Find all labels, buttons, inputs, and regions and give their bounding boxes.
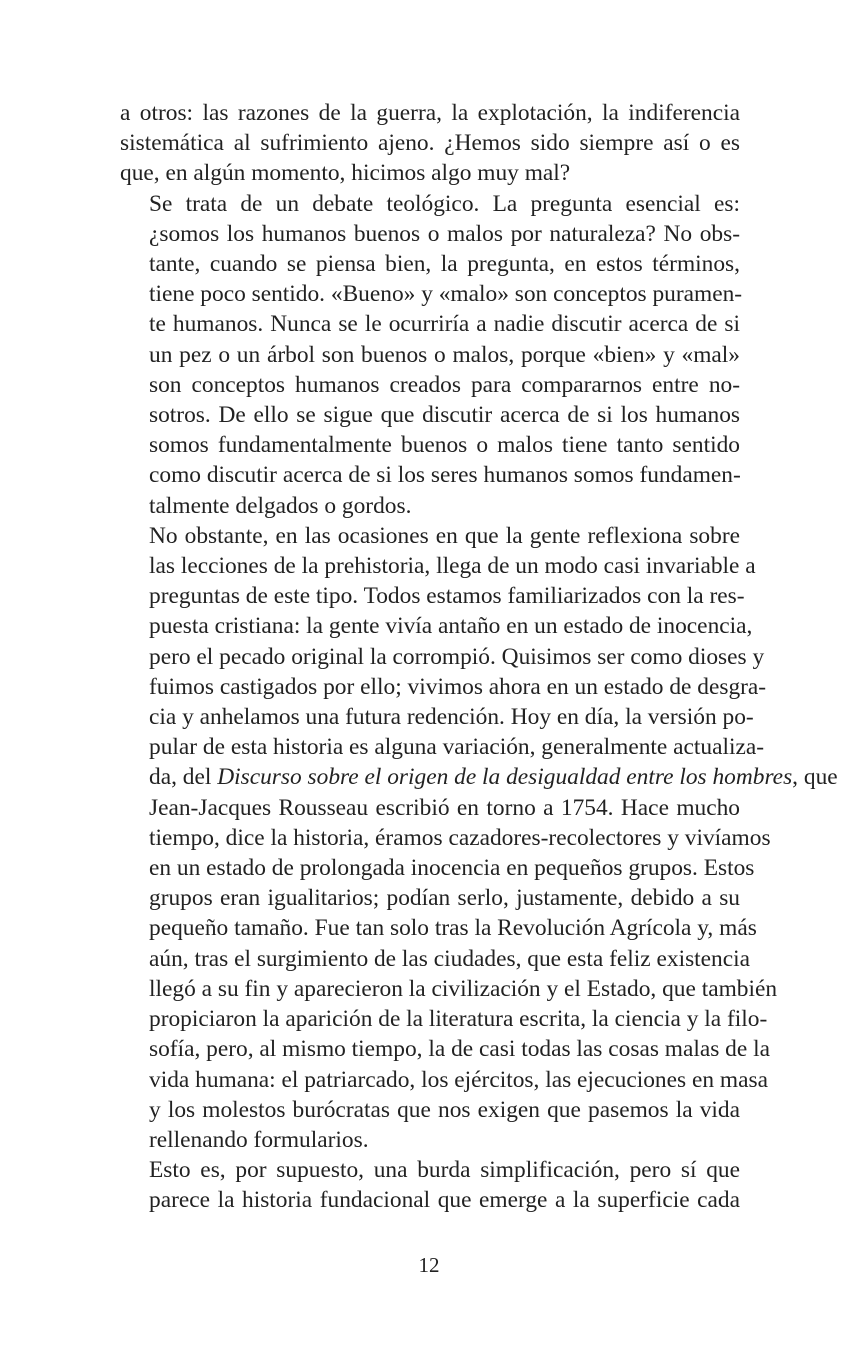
text-line: que, en algún momento, hicimos algo muy mal? [120, 160, 571, 187]
text-line: un pez o un árbol son buenos o malos, porque «bien» y «mal» [149, 341, 740, 368]
text-line: preguntas de este tipo. Todos estamos familiarizados con la res- [149, 583, 745, 610]
text-line: pular de esta historia es alguna variación, generalmente actualiza- [149, 734, 765, 761]
text-line: somos fundamentalmente buenos o malos tiene tanto sentido [149, 432, 740, 459]
text-line: y los molestos burócratas que nos exigen que pasemos la vida [149, 1096, 740, 1123]
page-body [120, 98, 838, 1216]
text-line: son conceptos humanos creados para compararnos entre no- [149, 371, 740, 398]
text-line: tiene poco sentido. «Bueno» y «malo» son conceptos puramen- [149, 281, 743, 308]
book-title: Discurso sobre el origen de la desigualdad entre los hombres [217, 764, 793, 791]
text-line: Esto es, por supuesto, una burda simplificación, pero sí que [149, 1157, 740, 1184]
text-line: aún, tras el surgimiento de las ciudades, que esta feliz existencia [149, 945, 751, 972]
text-line: talmente delgados o gordos. [149, 492, 412, 519]
text-line: a otros: las razones de la guerra, la explotación, la indiferencia [120, 100, 740, 126]
text-line: las lecciones de la prehistoria, llega de un modo casi invariable a [149, 553, 756, 580]
text-line: te humanos. Nunca se le ocurriría a nadie discutir acerca de si [149, 311, 740, 338]
text-line: propiciaron la aparición de la literatura escrita, la ciencia y la filo- [149, 1006, 768, 1033]
text-line: Jean-Jacques Rousseau escribió en torno a 1754. Hace mucho [149, 794, 740, 821]
text-line: sotros. De ello se sigue que discutir acerca de si los humanos [149, 402, 740, 429]
page-number: 12 [418, 1253, 440, 1277]
paragraph [120, 98, 740, 189]
text-line: puesta cristiana: la gente vivía antaño en un estado de inocencia, [149, 613, 753, 640]
text-line: tante, cuando se piensa bien, la pregunta, en estos términos, [149, 251, 740, 278]
text-line: rellenando formularios. [149, 1126, 369, 1153]
paragraph [120, 1155, 740, 1215]
text-line: grupos eran igualitarios; podían serlo, justamente, debido a su [149, 885, 740, 912]
text-line: como discutir acerca de si los seres humanos somos fundamen- [149, 462, 741, 489]
text-line: Se trata de un debate teológico. La pregunta esencial es: [149, 190, 740, 217]
text-line: pero el pecado original la corrompió. Quisimos ser como dioses y [149, 643, 765, 670]
text-run: , que [792, 764, 838, 791]
text-line [120, 762, 838, 792]
paragraph [120, 521, 838, 1155]
text-run: da, del [149, 764, 218, 791]
text-line: llegó a su fin y aparecieron la civilización y el Estado, que también [149, 975, 778, 1002]
text-line: cia y anhelamos una futura redención. Hoy en día, la versión po- [149, 704, 754, 731]
text-line: parece la historia fundacional que emerge a la superficie cada [149, 1187, 740, 1214]
text-line: sistemática al sufrimiento ajeno. ¿Hemos sido siempre así o es [120, 130, 740, 157]
paragraph [120, 189, 743, 521]
text-line: ¿somos los humanos buenos o malos por naturaleza? No obs- [149, 220, 740, 247]
text-line: fuimos castigados por ello; vivimos ahora en un estado de desgra- [149, 673, 767, 700]
text-line: pequeño tamaño. Fue tan solo tras la Revolución Agrícola y, más [149, 915, 757, 942]
text-line: en un estado de prolongada inocencia en pequeños grupos. Estos [149, 855, 755, 882]
text-line: vida humana: el patriarcado, los ejércitos, las ejecuciones en masa [149, 1066, 768, 1093]
text-line: No obstante, en las ocasiones en que la gente reflexiona sobre [149, 522, 740, 549]
text-line: sofía, pero, al mismo tiempo, la de casi todas las cosas malas de la [149, 1036, 770, 1063]
text-line: tiempo, dice la historia, éramos cazadores-recolectores y vivíamos [149, 824, 771, 851]
